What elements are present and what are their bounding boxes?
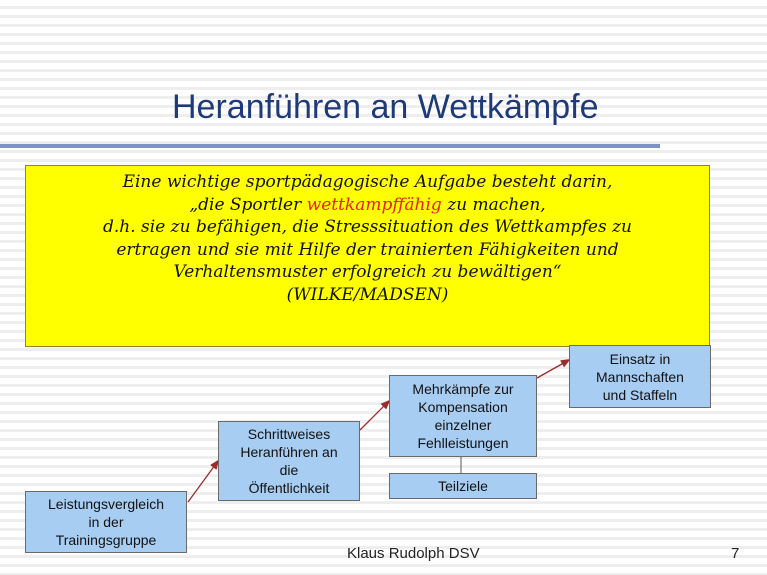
slide-title: Heranführen an Wettkämpfe <box>172 88 599 126</box>
quote-line-2-start: „die Sportler <box>189 194 307 215</box>
quote-source: (WILKE/MADSEN) <box>286 284 449 305</box>
quote-line-1: Eine wichtige sportpädagogische Aufgabe besteht darin, <box>122 172 613 192</box>
arrow-step3-to-step4 <box>537 360 569 378</box>
step-4-line-3: und Staffeln <box>602 386 678 403</box>
step-2-line-3: die <box>279 462 299 478</box>
quote-line-3: d.h. sie zu befähigen, die Stresssituation des Wettkampfes zu <box>103 217 632 237</box>
teilziele-label: Teilziele <box>438 478 488 494</box>
step-2-line-2: Heranführen an <box>240 444 338 460</box>
step-box-1 <box>25 491 187 553</box>
step-2-line-1: Schrittweises <box>247 426 331 442</box>
step-box-2 <box>218 421 360 501</box>
highlight-wettkampffaehig: wettkampffähig <box>306 194 442 215</box>
step-box-3 <box>389 375 537 457</box>
quote-line-2-end: zu machen, <box>441 194 546 215</box>
step-4-line-2: Mannschaften <box>596 368 684 385</box>
arrow-step1-to-step2 <box>188 461 218 502</box>
arrow-step2-to-step3 <box>360 401 389 430</box>
step-1-line-1: Leistungsvergleich <box>48 496 164 512</box>
footer-author: Klaus Rudolph DSV <box>347 545 480 562</box>
quote-line-4: ertragen und sie mit Hilfe der trainierten Fähigkeiten und <box>116 239 619 260</box>
step-3-line-1: Mehrkämpfe zur <box>412 381 514 397</box>
step-2-line-4: Öffentlichkeit <box>248 480 330 496</box>
step-1-line-3: Trainingsgruppe <box>55 532 157 548</box>
step-3-line-4: Fehlleistungen <box>417 435 509 451</box>
step-3-line-3: einzelner <box>434 417 492 433</box>
page-number: 7 <box>731 545 740 562</box>
quote-line-5: Verhaltensmuster erfolgreich zu bewältigen“ <box>173 262 562 282</box>
step-1-line-2: in der <box>88 514 124 530</box>
step-4-line-1: Einsatz in <box>609 350 671 367</box>
teilziele-box <box>389 473 537 499</box>
step-box-4 <box>569 345 711 408</box>
step-3-line-2: Kompensation <box>418 399 508 415</box>
